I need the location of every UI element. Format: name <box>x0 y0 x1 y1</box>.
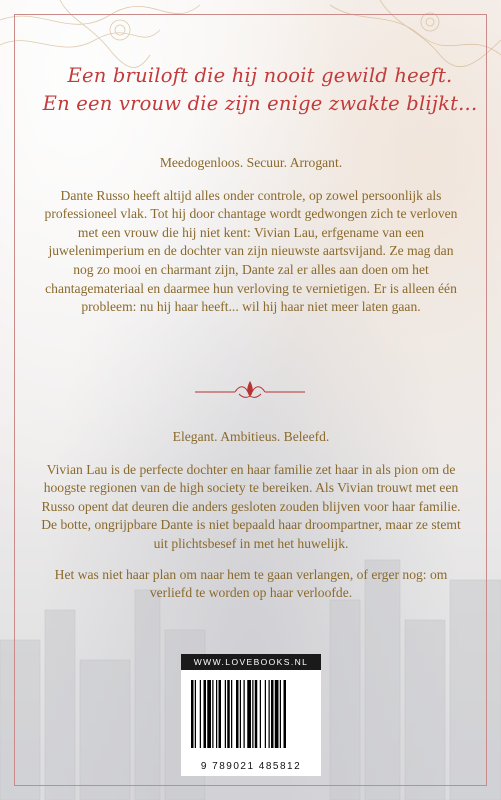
publisher-website: WWW.LOVEBOOKS.NL <box>181 654 321 670</box>
barcode-bars <box>191 680 311 748</box>
barcode-panel <box>181 654 321 774</box>
section-dante-body: Dante Russo heeft altijd alles onder controle, op zowel persoonlijk als professioneel vlak. Tot hij door chantage wordt gedwongen zich te verloven met een vrouw die hij niet kent: Vivian Lau, erfgename van een juwelenimperium en de dochter van zijn nieuwste aartsvijand. Ze mag dan nog zo mooi en charmant zijn, Dante zal er alles aan doen om het chantagemateriaal en daarmee hun verloving te vernietigen. Er is alleen één probleem: nu hij haar heeft... wil hij haar niet meer laten gaan. <box>44 187 458 315</box>
section-dante <box>38 154 464 317</box>
barcode-area <box>181 670 321 776</box>
section-vivian-body-1: Vivian Lau is de perfecte dochter en haar familie zet haar in als pion om de hoogste regionen van de high society te bereiken. Als Vivian trouwt met een Russo opent dat deuren die anders gesloten zouden blijven voor haar familie. De botte, ongrijpbare Dante is niet bepaald haar droompartner, maar ze stemt uit plichtsbesef in met het huwelijk. <box>41 461 461 551</box>
ornamental-divider <box>195 378 305 404</box>
section-vivian <box>38 428 464 603</box>
section-vivian-heading: Elegant. Ambitieus. Beleefd. <box>172 429 330 444</box>
tagline <box>40 62 480 118</box>
tagline-line-1: Een bruiloft die hij nooit gewild heeft. <box>67 64 453 87</box>
tagline-line-2: En een vrouw die zijn enige zwakte blijkt... <box>42 92 478 115</box>
section-vivian-body-2: Het was niet haar plan om naar hem te gaan verlangen, of erger nog: om verliefd te worden op haar verloofde. <box>54 566 448 601</box>
isbn-number: 9 789021 485812 <box>200 761 302 772</box>
section-dante-heading: Meedogenloos. Secuur. Arrogant. <box>159 155 343 170</box>
